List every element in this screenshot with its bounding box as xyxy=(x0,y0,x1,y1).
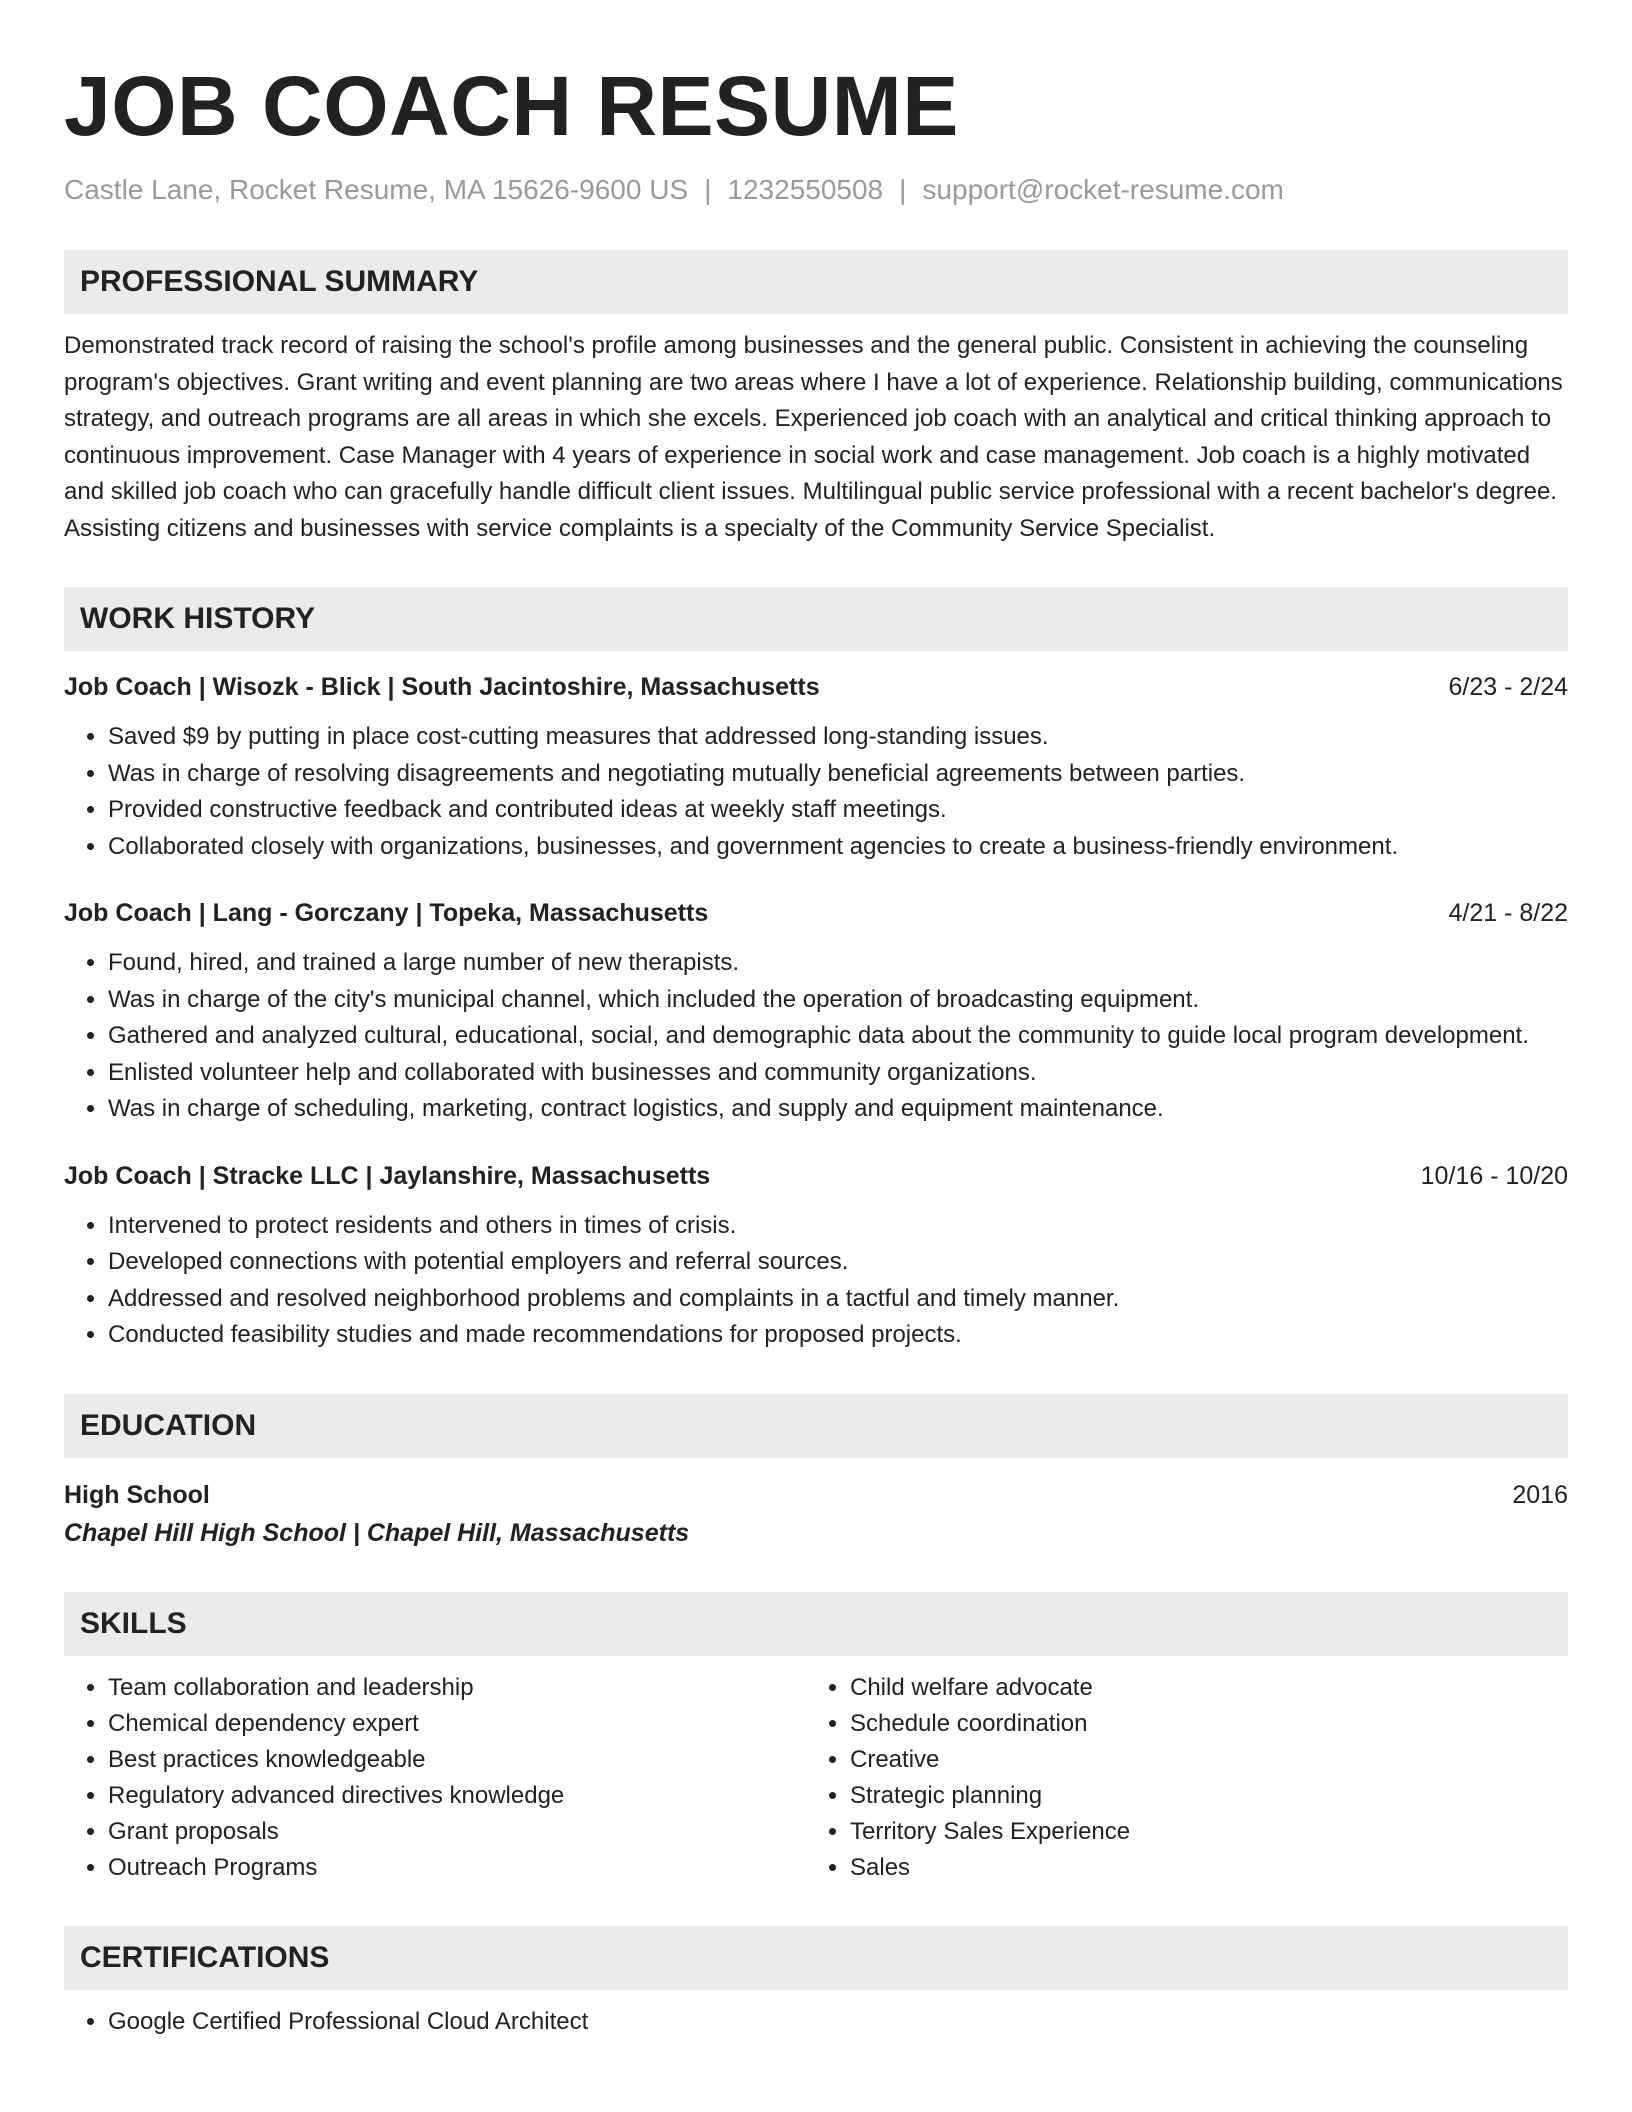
resume-title: JOB COACH RESUME xyxy=(64,59,959,153)
job-header xyxy=(64,1158,1568,1194)
skill-item: • Grant proposals xyxy=(108,1814,806,1850)
job-entry xyxy=(64,895,1568,1128)
skills-column-right xyxy=(806,1670,1548,1886)
job-bullet: • Was in charge of the city's municipal channel, which included the operation of broadcasting equipment. xyxy=(108,982,1568,1019)
skill-item: • Creative xyxy=(850,1742,1548,1778)
skill-item: • Team collaboration and leadership xyxy=(108,1670,806,1706)
job-entry xyxy=(64,1158,1568,1354)
skill-item: • Regulatory advanced directives knowledge xyxy=(108,1778,806,1814)
education-degree: High School xyxy=(64,1480,210,1509)
contact-separator: | xyxy=(899,174,907,205)
skill-item: • Outreach Programs xyxy=(108,1850,806,1886)
contact-phone: 1232550508 xyxy=(727,174,884,205)
contact-email: support@rocket-resume.com xyxy=(922,174,1284,205)
contact-address: Castle Lane, Rocket Resume, MA 15626-9600 US xyxy=(64,174,689,205)
skill-item: • Strategic planning xyxy=(850,1778,1548,1814)
job-bullets xyxy=(64,1208,1568,1354)
job-bullets xyxy=(64,945,1568,1128)
section-header-work-history: WORK HISTORY xyxy=(64,587,1568,651)
skill-item: • Schedule coordination xyxy=(850,1706,1548,1742)
job-bullet: • Addressed and resolved neighborhood problems and complaints in a tactful and timely manner. xyxy=(108,1281,1568,1318)
certifications-list xyxy=(64,2004,1568,2040)
job-bullets xyxy=(64,719,1568,865)
education-school: Chapel Hill High School | Chapel Hill, Massachusetts xyxy=(64,1518,690,1547)
job-bullet: • Provided constructive feedback and contributed ideas at weekly staff meetings. xyxy=(108,792,1568,829)
education-entry xyxy=(64,1476,1568,1552)
job-bullet: • Developed connections with potential employers and referral sources. xyxy=(108,1244,1568,1281)
education-year: 2016 xyxy=(1512,1480,1568,1509)
job-title: Job Coach | Wisozk - Blick | South Jacintoshire, Massachusetts xyxy=(64,673,820,701)
job-bullet: • Collaborated closely with organizations, businesses, and government agencies to create a business-friendly environment. xyxy=(108,829,1568,866)
skill-item: • Child welfare advocate xyxy=(850,1670,1548,1706)
job-bullet: • Saved $9 by putting in place cost-cutting measures that addressed long-standing issues. xyxy=(108,719,1568,756)
education-header xyxy=(64,1476,1568,1514)
job-bullet: • Found, hired, and trained a large number of new therapists. xyxy=(108,945,1568,982)
section-header-certifications: CERTIFICATIONS xyxy=(64,1926,1568,1990)
job-header xyxy=(64,895,1568,931)
job-dates: 10/16 - 10/20 xyxy=(1420,1161,1568,1190)
job-title: Job Coach | Lang - Gorczany | Topeka, Massachusetts xyxy=(64,899,709,927)
job-title: Job Coach | Stracke LLC | Jaylanshire, Massachusetts xyxy=(64,1161,711,1190)
job-bullet: • Intervened to protect residents and others in times of crisis. xyxy=(108,1208,1568,1245)
job-bullet: • Was in charge of scheduling, marketing, contract logistics, and supply and equipment maintenance. xyxy=(108,1091,1568,1128)
job-bullet: • Was in charge of resolving disagreements and negotiating mutually beneficial agreements between parties. xyxy=(108,756,1568,793)
job-header xyxy=(64,669,1568,705)
skills-column-left xyxy=(64,1670,806,1886)
job-bullet: • Conducted feasibility studies and made recommendations for proposed projects. xyxy=(108,1317,1568,1354)
contact-separator: | xyxy=(704,174,712,205)
skill-item: • Territory Sales Experience xyxy=(850,1814,1548,1850)
job-bullet: • Enlisted volunteer help and collaborated with businesses and community organizations. xyxy=(108,1055,1568,1092)
section-header-skills: SKILLS xyxy=(64,1592,1568,1656)
section-header-summary: PROFESSIONAL SUMMARY xyxy=(64,250,1568,314)
job-dates: 6/23 - 2/24 xyxy=(1448,673,1568,701)
summary-text: Demonstrated track record of raising the school's profile among businesses and the general public. Consistent in achieving the counseling program's objectives. Grant writing and event planning are two areas where I have a lot of experience. Relationship building, communications strategy, and outreach programs are all areas in which she excels. Experienced job coach with an analytical and critical thinking approach to continuous improvement. Case Manager with 4 years of experience in social work and case management. Job coach is a highly motivated and skilled job coach who can gracefully handle difficult client issues. Multilingual public service professional with a recent bachelor's degree. Assisting citizens and businesses with service complaints is a specialty of the Community Service Specialist. xyxy=(64,332,1563,542)
contact-line xyxy=(64,170,1568,210)
job-entry xyxy=(64,669,1568,865)
skills-list xyxy=(64,1670,1568,1886)
skill-item: • Best practices knowledgeable xyxy=(108,1742,806,1778)
certification-item: • Google Certified Professional Cloud Architect xyxy=(108,2004,1568,2040)
skill-item: • Chemical dependency expert xyxy=(108,1706,806,1742)
section-header-education: EDUCATION xyxy=(64,1394,1568,1458)
job-bullet: • Gathered and analyzed cultural, educational, social, and demographic data about the community to guide local program development. xyxy=(108,1018,1568,1055)
job-dates: 4/21 - 8/22 xyxy=(1448,899,1568,927)
skill-item: • Sales xyxy=(850,1850,1548,1886)
